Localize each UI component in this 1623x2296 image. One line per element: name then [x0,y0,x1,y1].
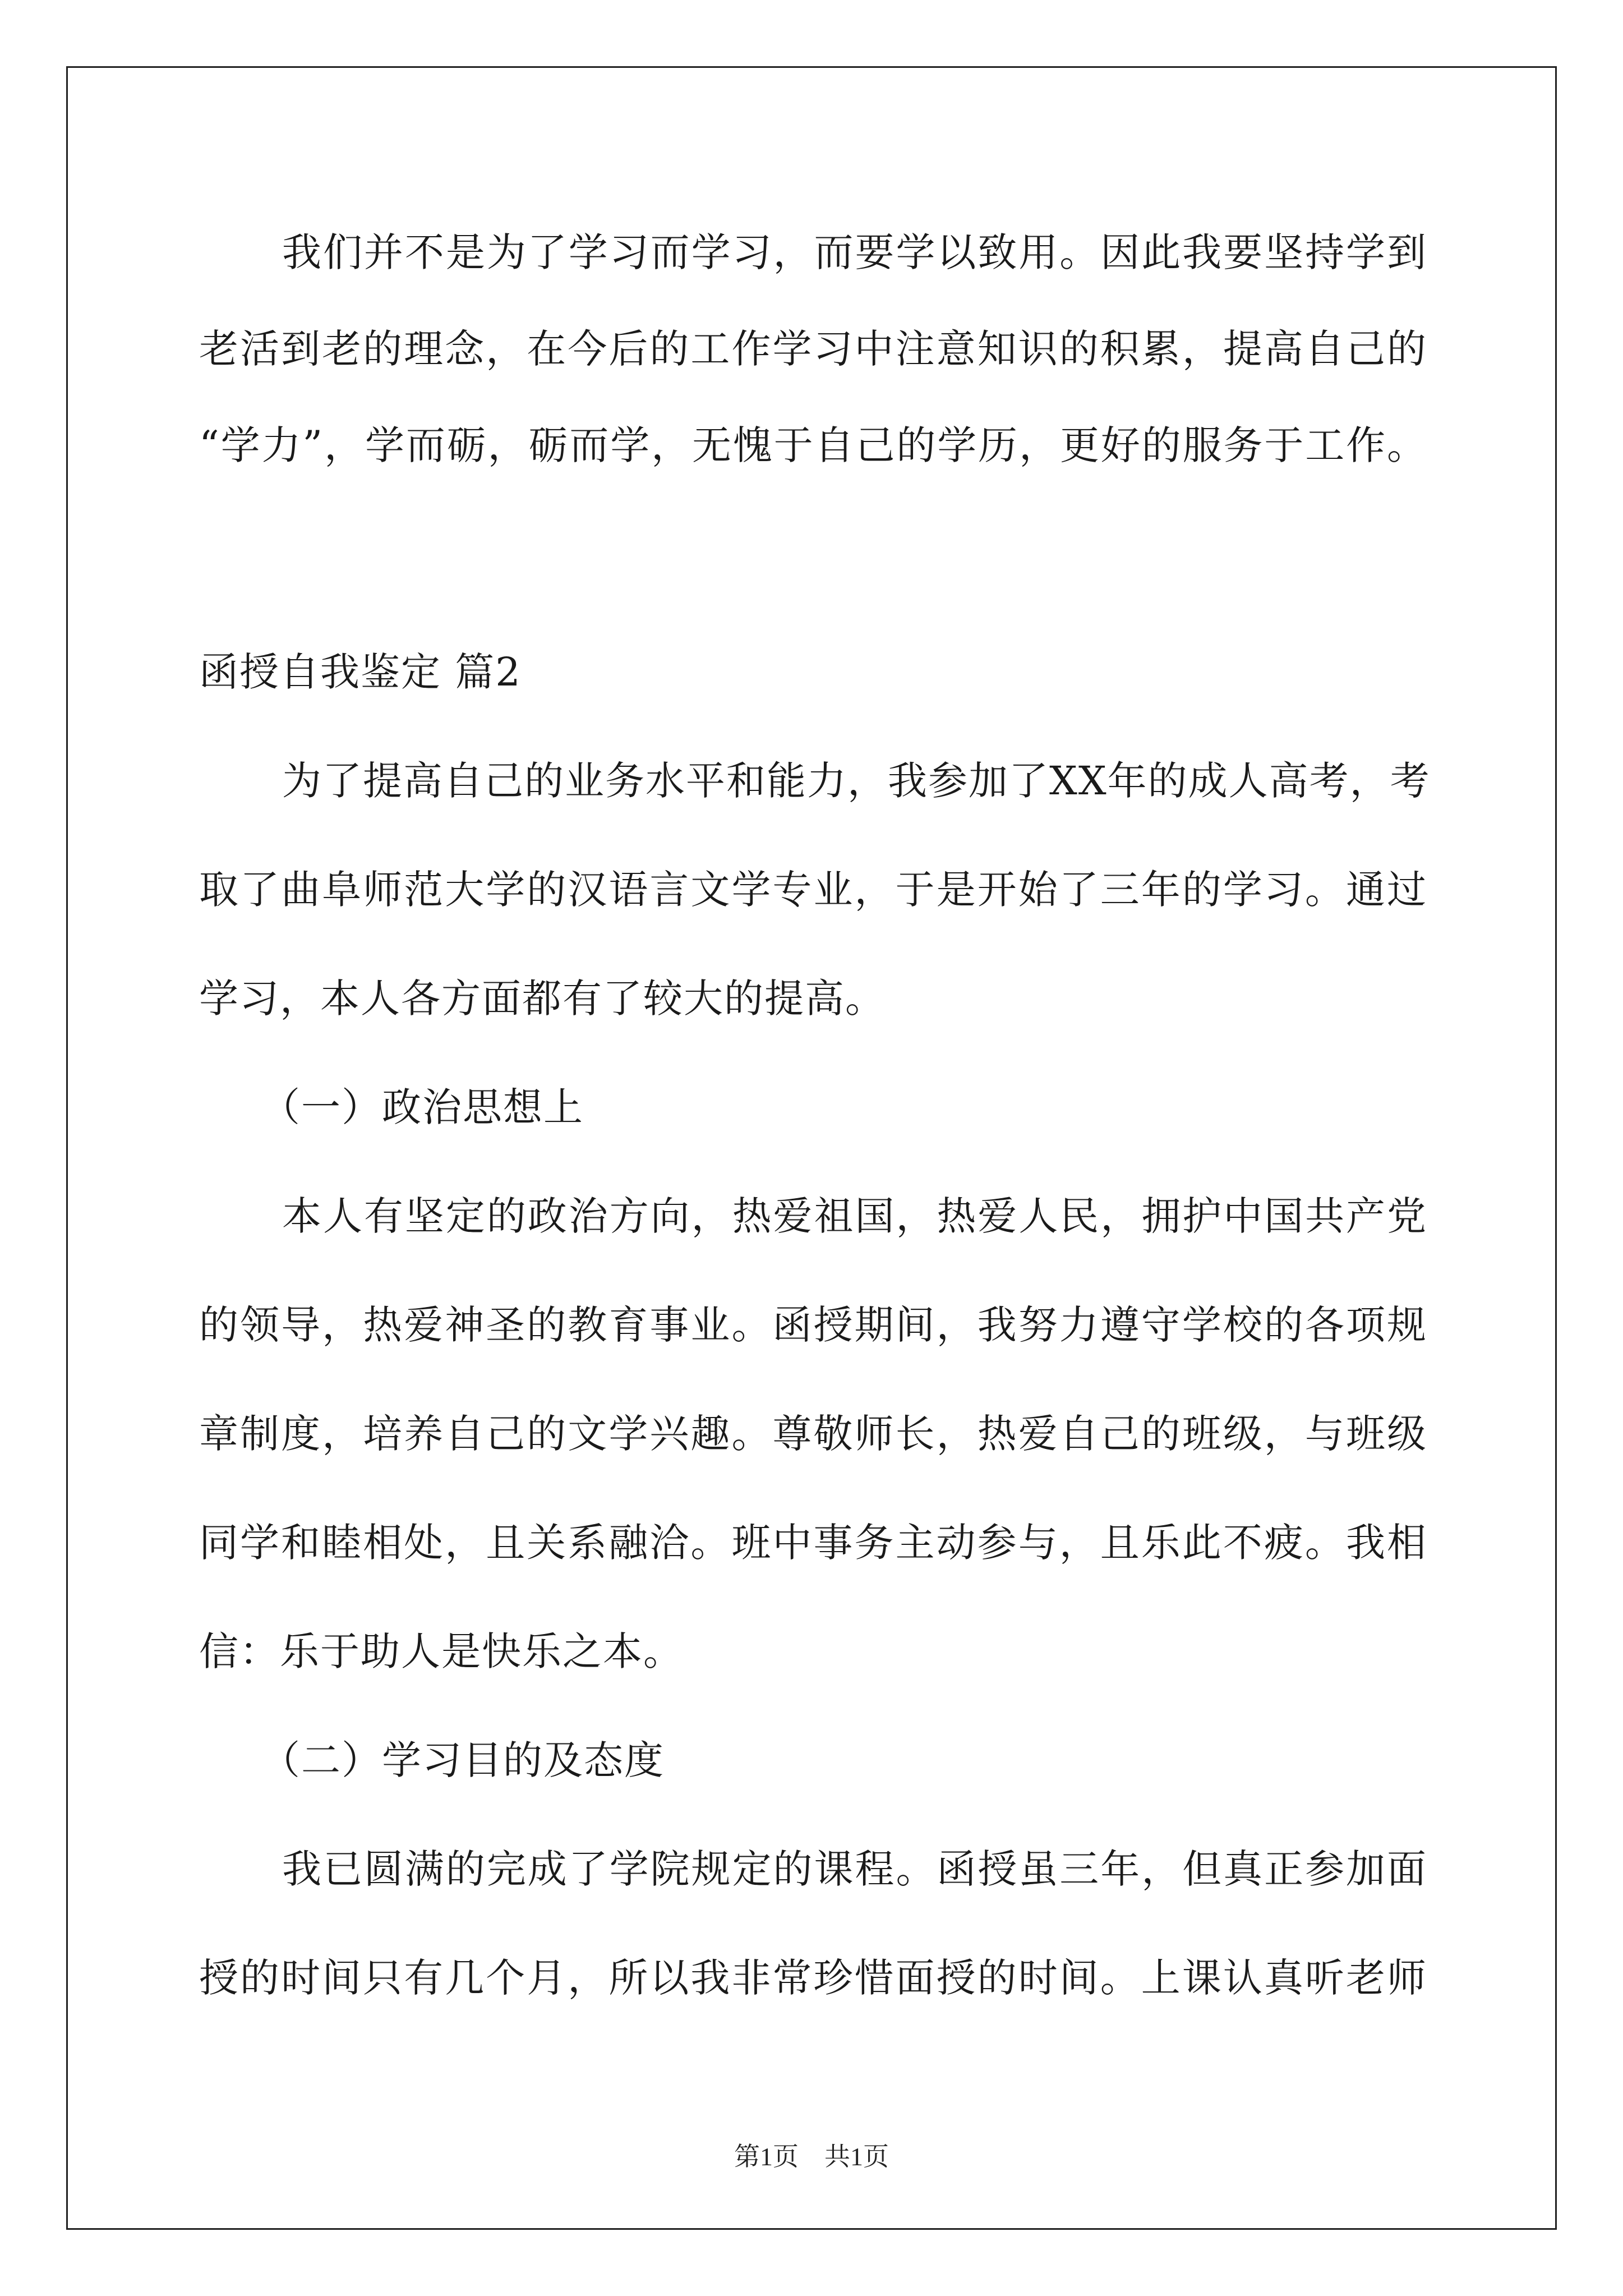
paragraph-line: 本人有坚定的政治方向，热爱祖国，热爱人民，拥护中国共产党 [282,1193,1427,1239]
paragraph-line: 学习，本人各方面都有了较大的提高。 [199,976,886,1022]
paragraph-line: 我已圆满的完成了学院规定的课程。函授虽三年，但真正参加面 [282,1846,1427,1892]
paragraph-line: 信：乐于助人是快乐之本。 [199,1628,684,1674]
subsection-heading: （一）政治思想上 [261,1084,584,1130]
paragraph-line: 我们并不是为了学习而学习，而要学以致用。因此我要坚持学到 [282,229,1427,275]
paragraph-line: 为了提高自己的业务水平和能力，我参加了XX年的成人高考，考 [282,758,1431,804]
section-heading: 函授自我鉴定 篇2 [199,649,522,695]
subsection-heading: （二）学习目的及态度 [261,1737,665,1783]
paragraph-line: 章制度，培养自己的文学兴趣。尊敬师长，热爱自己的班级，与班级 [199,1411,1427,1457]
paragraph-line: 取了曲阜师范大学的汉语言文学专业，于是开始了三年的学习。通过 [199,867,1427,913]
paragraph-line: “学力”，学而砺，砺而学，无愧于自己的学历，更好的服务于工作。 [199,422,1427,468]
paragraph-line: 授的时间只有几个月，所以我非常珍惜面授的时间。上课认真听老师 [199,1955,1427,2001]
paragraph-line: 的领导，热爱神圣的教育事业。函授期间，我努力遵守学校的各项规 [199,1302,1427,1348]
page-border [66,66,1557,2230]
paragraph-line: 老活到老的理念，在今后的工作学习中注意知识的积累，提高自己的 [199,326,1427,372]
paragraph-line: 同学和睦相处，且关系融洽。班中事务主动参与，且乐此不疲。我相 [199,1520,1427,1566]
page-number-footer: 第1页 共1页 [734,2142,889,2171]
